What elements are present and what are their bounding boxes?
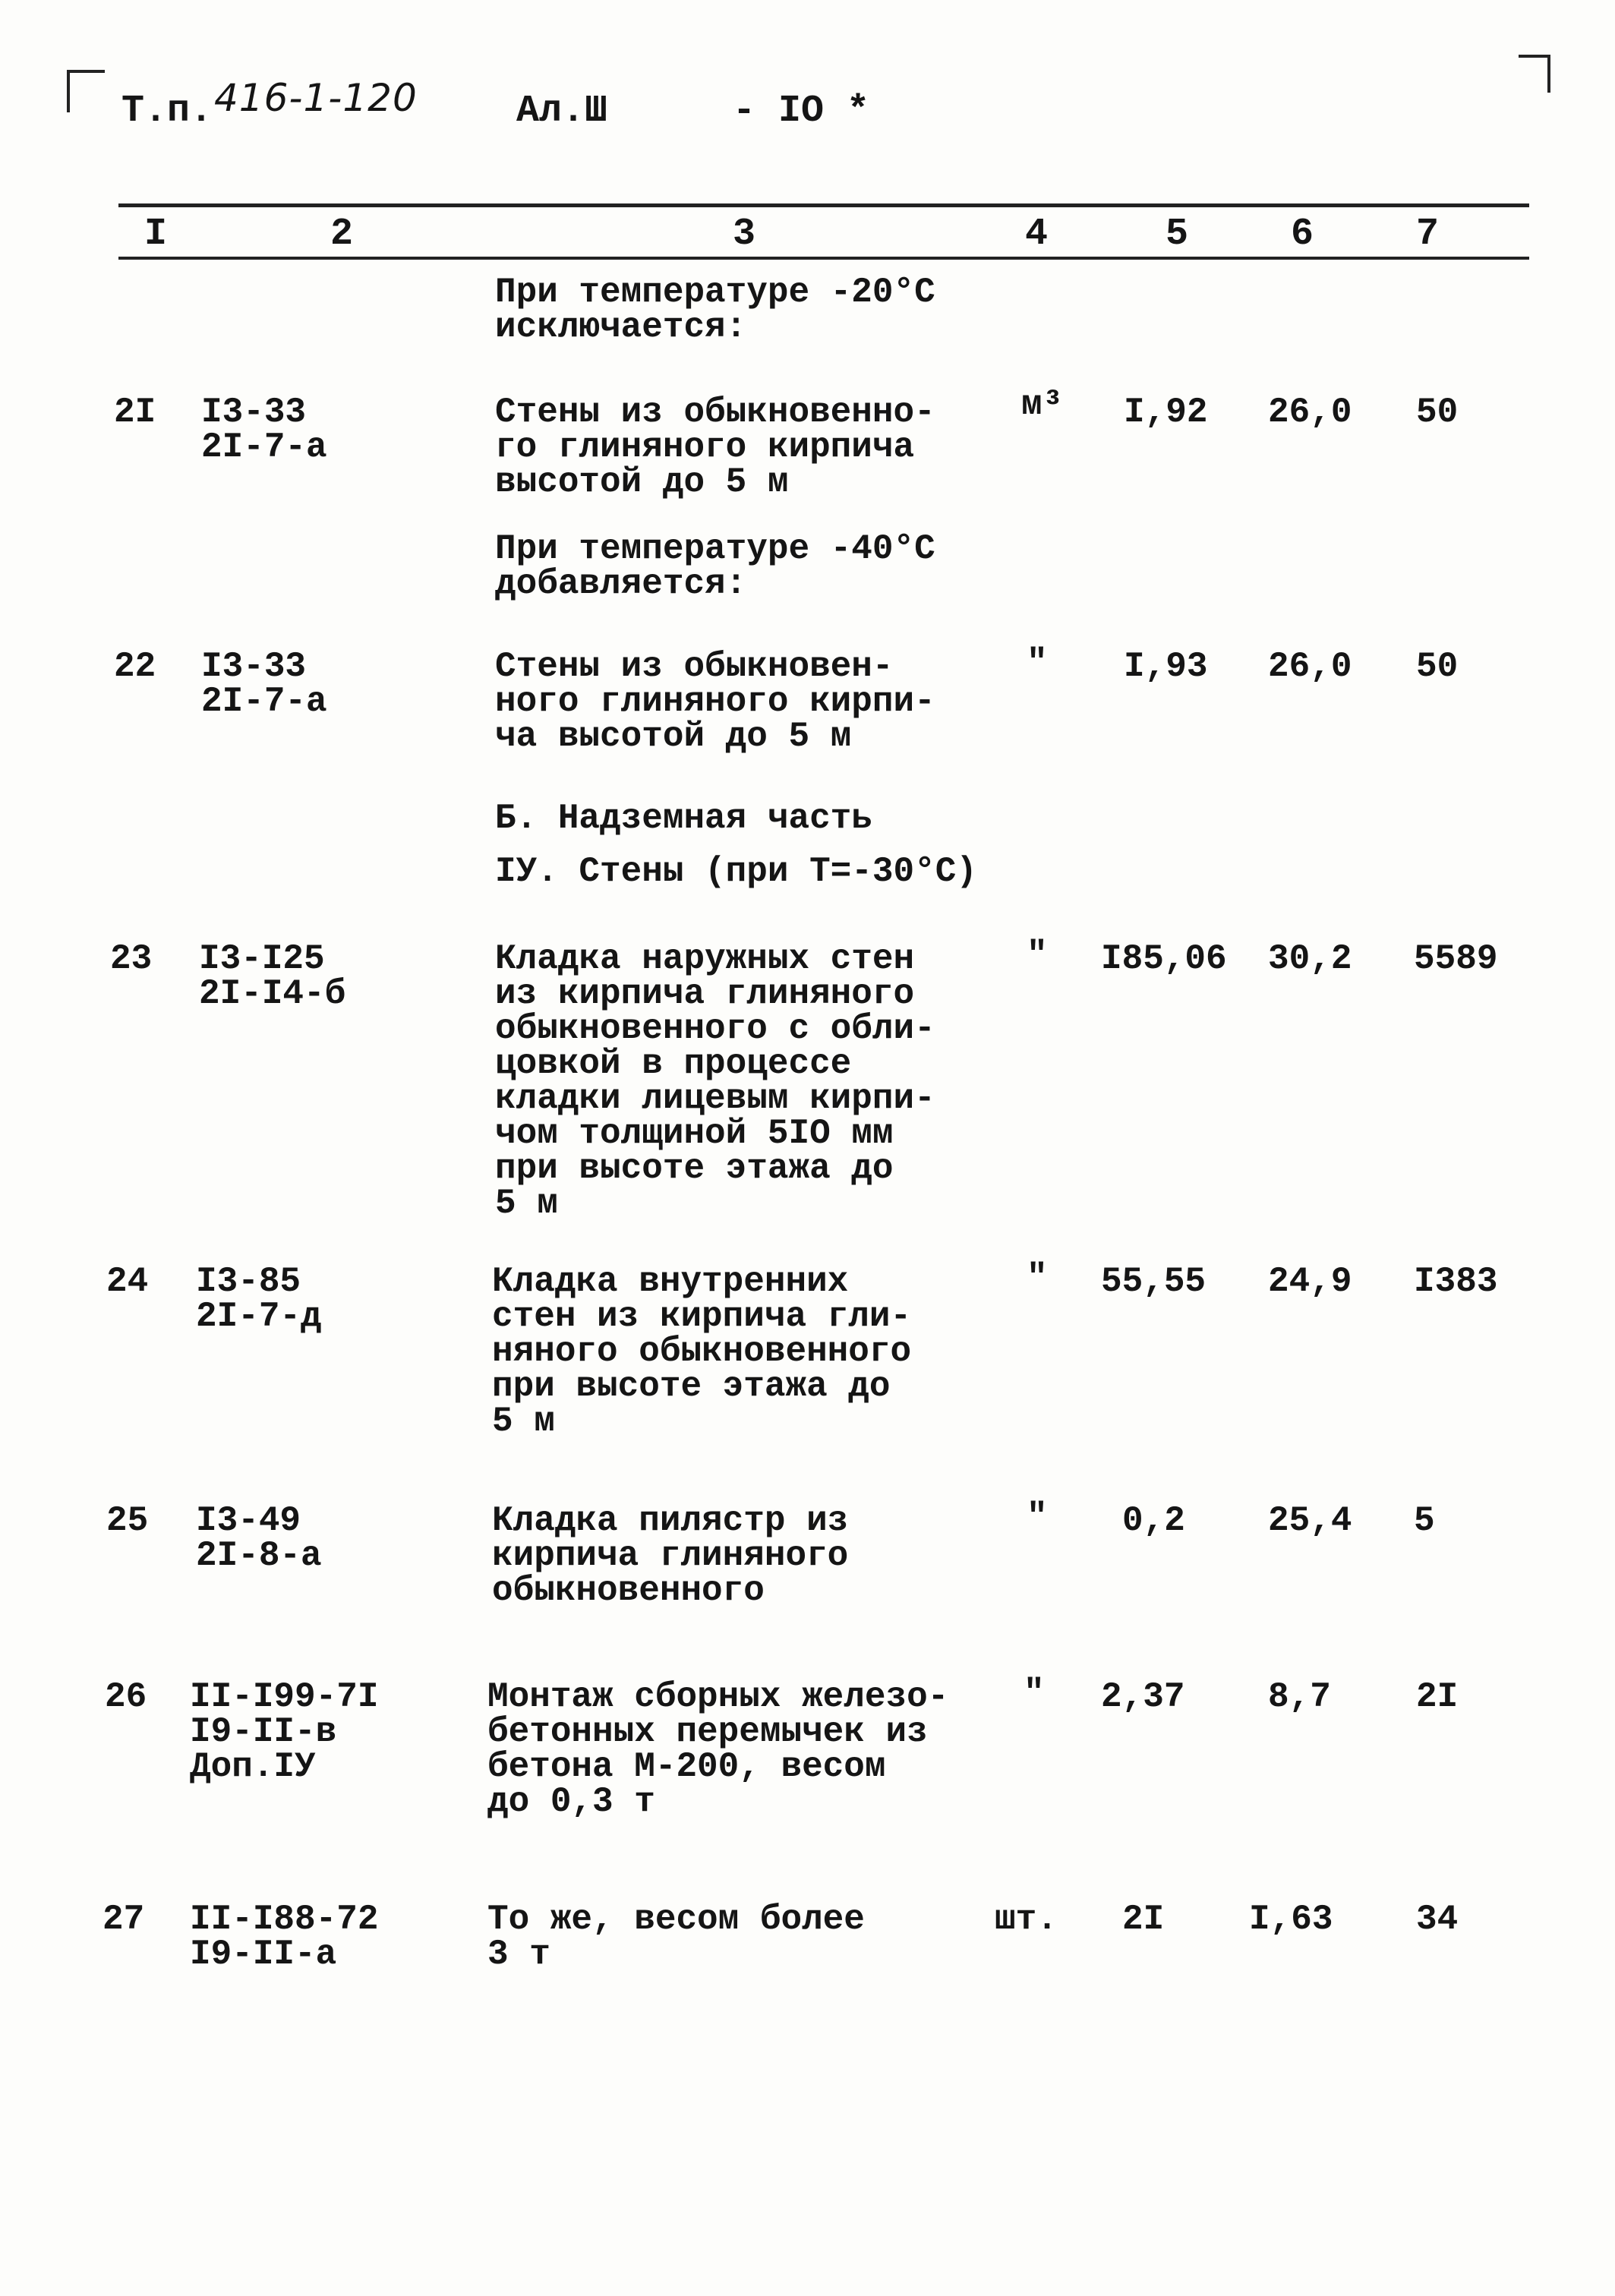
row-rate: 26,0	[1268, 647, 1352, 686]
crop-mark-top-right	[1519, 55, 1550, 93]
row-unit: "	[1027, 935, 1048, 975]
row-description: Стены из обыкновен- ного глиняного кирпи- ча высотой до 5 м	[495, 647, 935, 756]
row-quantity: I,93	[1124, 647, 1208, 686]
row-description: То же, весом более 3 т	[487, 1900, 865, 1974]
row-rate: 26,0	[1268, 393, 1352, 432]
table-header-rule	[118, 257, 1529, 260]
row-codes: II-I99-7I I9-II-в Доп.IУ	[190, 1677, 379, 1787]
note-line: добавляется:	[495, 564, 747, 604]
row-unit: "	[1027, 1258, 1048, 1298]
row-codes: I3-33 2I-7-а	[201, 647, 327, 721]
note-line: При температуре -40°С	[495, 529, 935, 569]
row-codes: I3-33 2I-7-а	[201, 393, 327, 467]
table-top-rule	[118, 203, 1529, 207]
row-quantity: I,92	[1124, 393, 1208, 432]
tp-prefix: Т.п.	[121, 90, 213, 133]
page-number: - IO *	[733, 90, 870, 133]
row-codes: I3-I25 2I-I4-б	[199, 939, 346, 1014]
row-number: 23	[110, 939, 153, 979]
row-number: 25	[106, 1501, 149, 1541]
row-quantity: I85,06	[1101, 939, 1227, 979]
col-header-4: 4	[1025, 213, 1049, 256]
note-line: При температуре -20°С	[495, 273, 935, 312]
row-number: 24	[106, 1262, 149, 1301]
crop-mark-top-left	[67, 70, 105, 112]
row-codes: I3-49 2I-8-а	[196, 1501, 322, 1575]
note-minus20	[495, 275, 981, 345]
row-number: 2I	[114, 393, 156, 432]
row-unit: шт.	[995, 1900, 1058, 1939]
row-codes: II-I88-72 I9-II-а	[190, 1900, 379, 1974]
row-total: 50	[1416, 647, 1459, 686]
row-rate: I,63	[1249, 1900, 1333, 1939]
row-unit: "	[1027, 643, 1048, 683]
row-unit: "	[1024, 1673, 1045, 1713]
row-quantity: 2I	[1122, 1900, 1165, 1939]
row-unit: м³	[1021, 385, 1064, 424]
row-rate: 24,9	[1268, 1262, 1352, 1301]
row-quantity: 2,37	[1101, 1677, 1185, 1717]
col-header-5: 5	[1166, 213, 1189, 256]
row-description: Кладка наружных стен из кирпича глиняного обыкновенного с обли- цовкой в процессе кладки лицевым кирпи- чом толщиной 5IO мм при высоте этажа до 5 м	[495, 939, 935, 1223]
col-header-6: 6	[1291, 213, 1314, 256]
row-total: 50	[1416, 393, 1459, 432]
row-total: I383	[1414, 1262, 1498, 1301]
row-number: 27	[103, 1900, 145, 1939]
row-quantity: 0,2	[1122, 1501, 1185, 1541]
row-description: Кладка внутренних стен из кирпича гли- няного обыкновенного при высоте этажа до 5 м	[492, 1262, 912, 1441]
album-label: Ал.Ш	[516, 90, 608, 133]
note-line: исключается:	[495, 308, 747, 347]
section-heading-b: Б. Надземная часть	[495, 799, 872, 838]
row-rate: 25,4	[1268, 1501, 1352, 1541]
col-header-3: 3	[733, 213, 756, 256]
col-header-1: I	[144, 213, 168, 256]
col-header-2: 2	[330, 213, 354, 256]
row-total: 5589	[1414, 939, 1498, 979]
row-description: Стены из обыкновенно- го глиняного кирпича высотой до 5 м	[495, 393, 935, 502]
row-description: Монтаж сборных железо- бетонных перемычек из бетона М-200, весом до 0,3 т	[487, 1677, 949, 1821]
row-number: 26	[105, 1677, 147, 1717]
row-total: 34	[1416, 1900, 1459, 1939]
row-codes: I3-85 2I-7-д	[196, 1262, 322, 1336]
row-unit: "	[1027, 1497, 1048, 1537]
row-quantity: 55,55	[1101, 1262, 1207, 1301]
row-rate: 30,2	[1268, 939, 1352, 979]
section-heading-walls: IУ. Стены (при Т=-30°С)	[495, 852, 977, 891]
row-total: 5	[1414, 1501, 1435, 1541]
col-header-7: 7	[1416, 213, 1440, 256]
row-rate: 8,7	[1268, 1677, 1331, 1717]
tp-code-handwritten: 416-1-120	[214, 76, 418, 120]
row-number: 22	[114, 647, 156, 686]
row-total: 2I	[1416, 1677, 1459, 1717]
row-description: Кладка пилястр из кирпича глиняного обыкновенного	[492, 1501, 849, 1610]
note-minus40	[495, 529, 981, 604]
